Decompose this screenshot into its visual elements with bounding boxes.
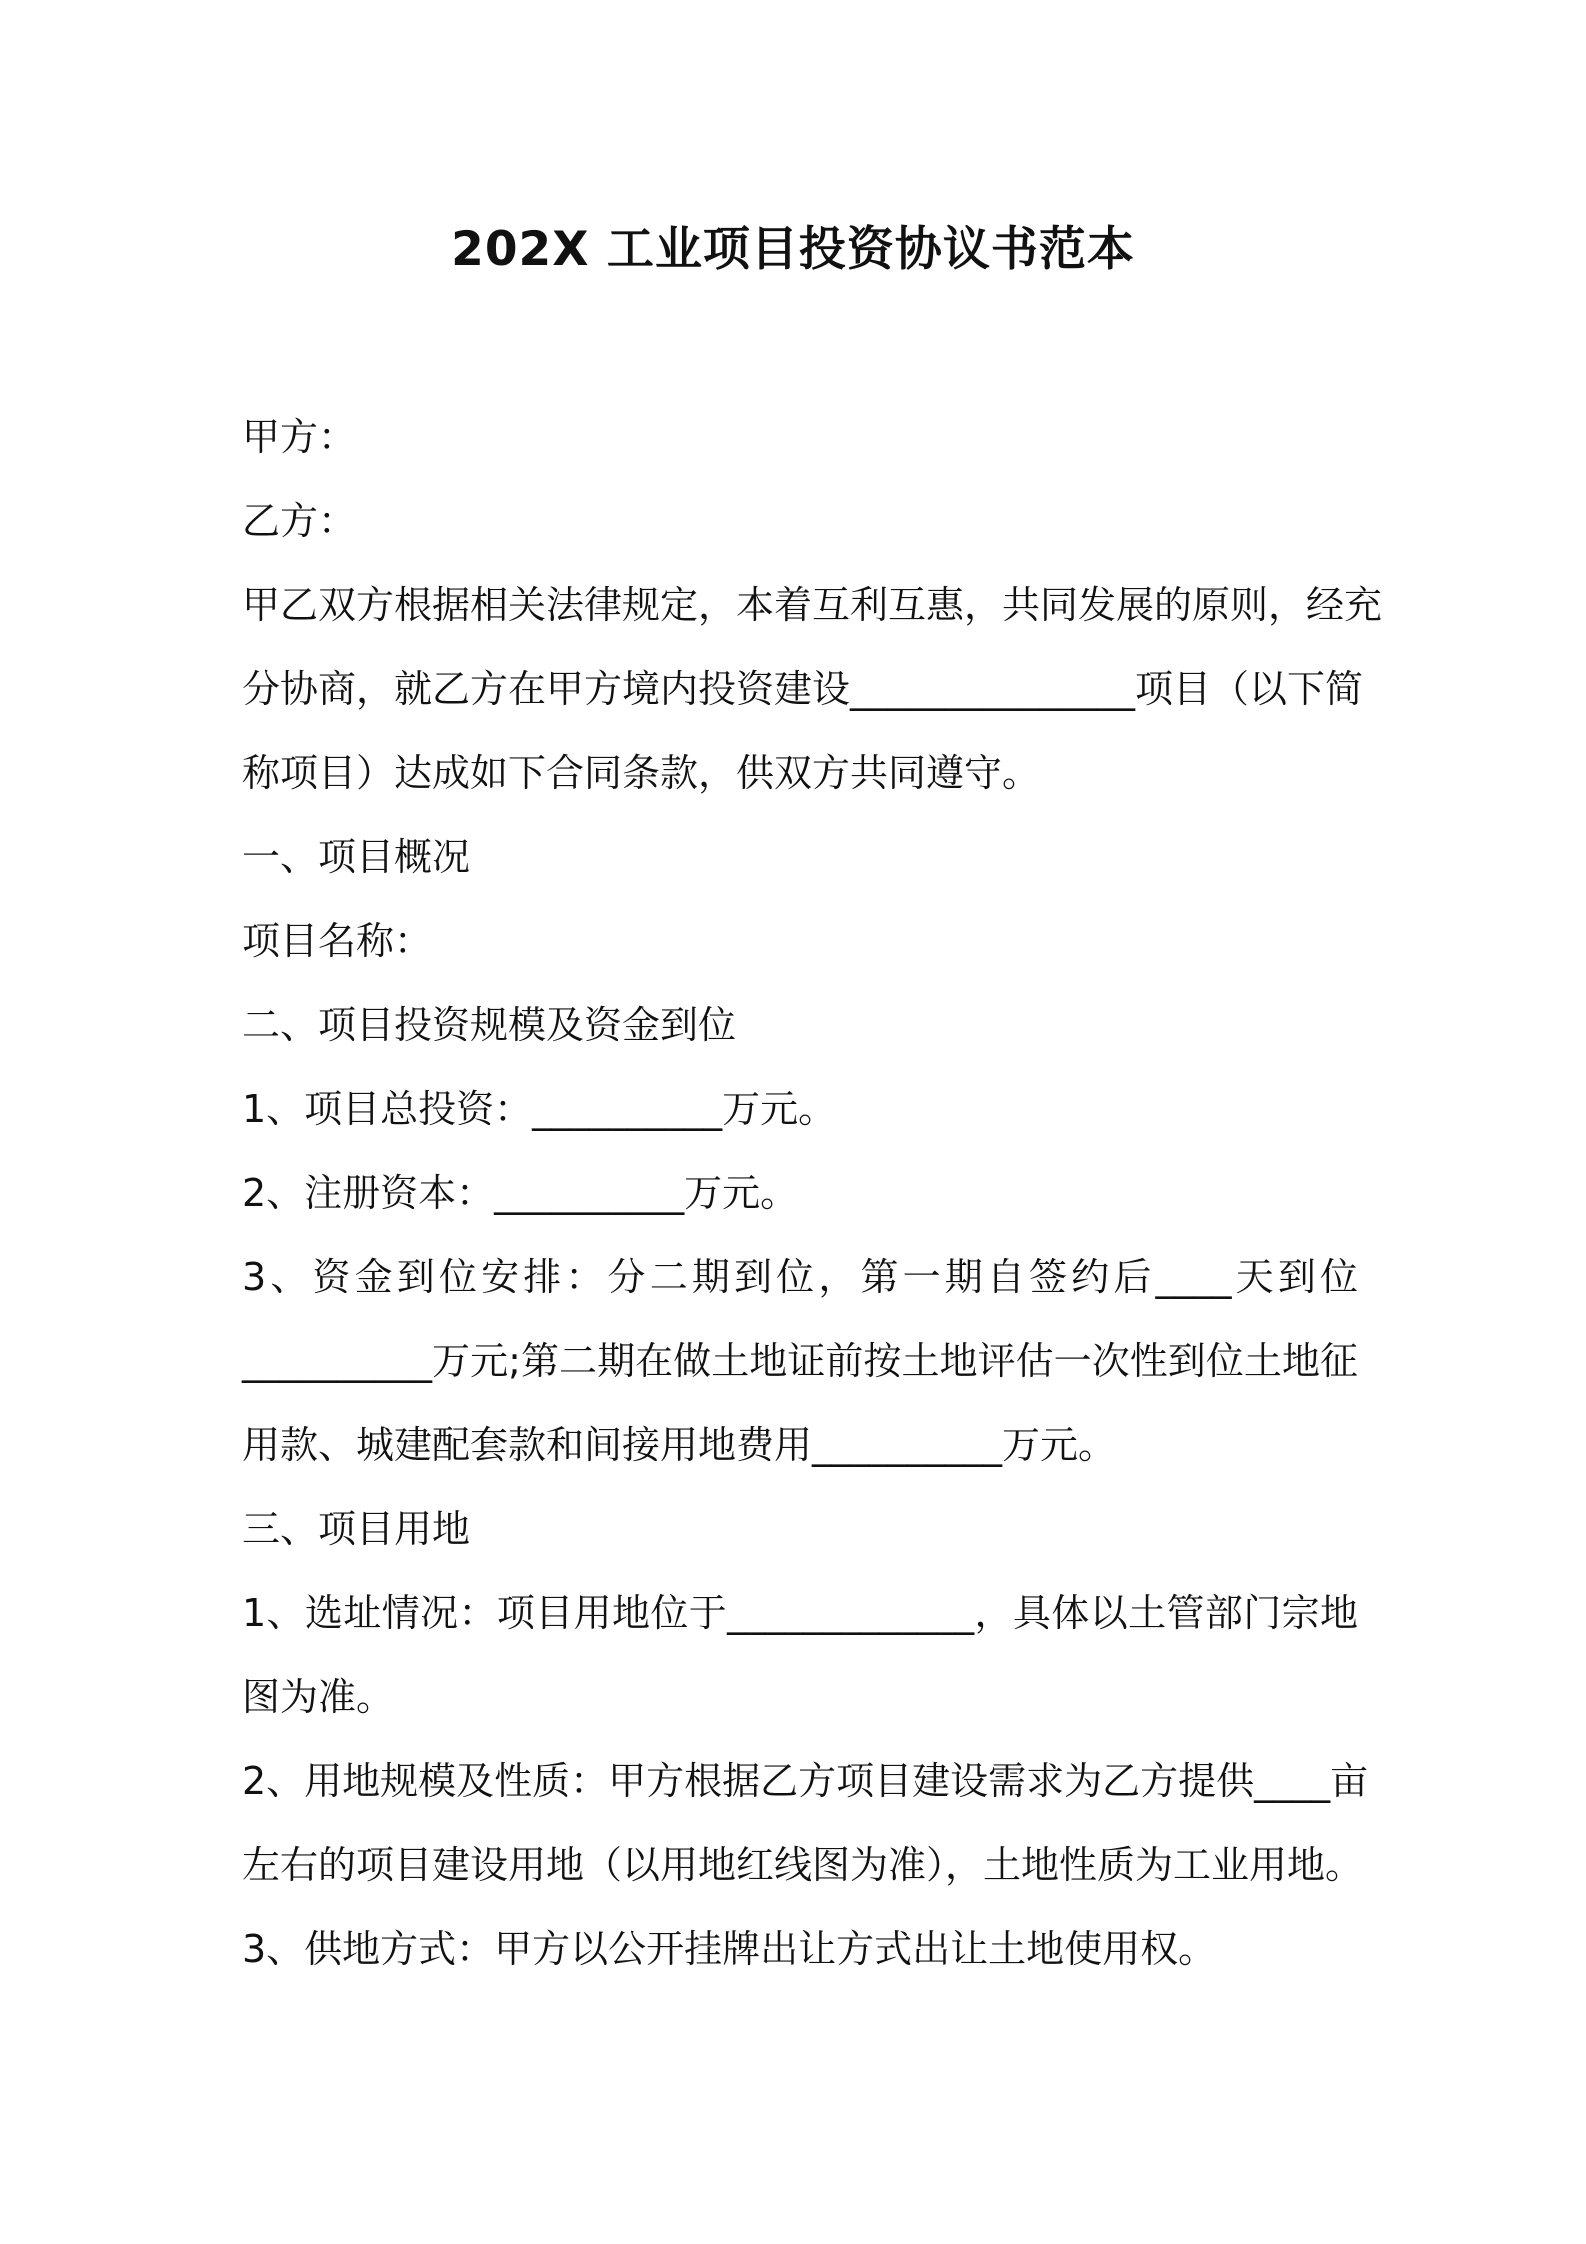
clause-line: 用款、城建配套款和间接用地费用__________万元。 (242, 1423, 1117, 1467)
section-heading: 一、项目概况 (242, 835, 471, 879)
document-title: 202X 工业项目投资协议书范本 (451, 222, 1135, 277)
project-name-line: 项目名称： (242, 919, 433, 963)
clause-line: 1、选址情况：项目用地位于_____________，具体以土管部门宗地 (242, 1591, 1358, 1635)
clause-line: __________万元;第二期在做土地证前按土地评估一次性到位土地征 (242, 1339, 1358, 1383)
clause-line: 3、资金到位安排：分二期到位，第一期自签约后____天到位 (242, 1255, 1358, 1299)
preamble-line: 称项目）达成如下合同条款，供双方共同遵守。 (242, 751, 1041, 795)
preamble-line: 甲乙双方根据相关法律规定，本着互利互惠，共同发展的原则，经充 (242, 583, 1383, 627)
clause-line: 3、供地方式：甲方以公开挂牌出让方式出让土地使用权。 (242, 1927, 1217, 1971)
clause-line: 2、注册资本：__________万元。 (242, 1171, 799, 1215)
clause-line: 2、用地规模及性质：甲方根据乙方项目建设需求为乙方提供____亩 (242, 1759, 1369, 1803)
section-heading: 三、项目用地 (242, 1507, 471, 1551)
clause-line: 1、项目总投资：__________万元。 (242, 1087, 837, 1131)
clause-line: 左右的项目建设用地（以用地红线图为准），土地性质为工业用地。 (242, 1843, 1364, 1887)
preamble-line: 分协商，就乙方在甲方境内投资建设_______________项目（以下简 (242, 667, 1364, 711)
party-a-line: 甲方： (242, 415, 357, 459)
section-heading: 二、项目投资规模及资金到位 (242, 1003, 737, 1047)
clause-line: 图为准。 (242, 1675, 395, 1719)
party-b-line: 乙方： (242, 499, 357, 543)
document-body (242, 395, 1383, 1991)
